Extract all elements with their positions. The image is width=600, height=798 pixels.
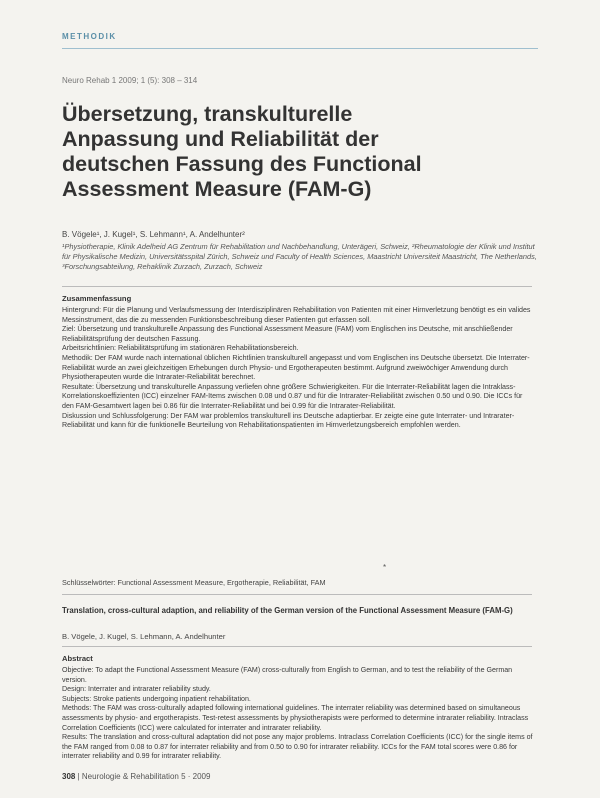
- paragraph: Design: Interrater and intrarater reliability study.: [62, 685, 211, 694]
- paragraph: Hintergrund: Für die Planung und Verlaufsmessung der Interdisziplinären Rehabilitation von Patienten mit einer Hirnverletzung benötigt es ein valides Messinstrument, das die zu messenden Funktionsbeschreibung dieser Patienten gut erfassen soll.: [62, 306, 531, 324]
- footer-journal: Neurologie & Rehabilitation 5 · 2009: [81, 772, 211, 781]
- divider: [62, 286, 532, 287]
- keywords: Schlüsselwörter: Functional Assessment Measure, Ergotherapie, Reliabilität, FAM: [62, 578, 326, 587]
- footer-separator: |: [77, 772, 82, 781]
- header-rule: [62, 48, 538, 49]
- paragraph: Results: The translation and cross-cultural adaptation did not pose any major problems. Intraclass Correlation Coefficients (ICC) for the single items of the FAM ranged from 0.08 to 0.87 for interrater reliability and from 0.50 to 0.90 for intrarater reliability. ICCs for the FAM total scores were 0.86 for interrater reliability and 0.99 for intrarater reliability.: [62, 733, 533, 761]
- abstract-body: [62, 666, 536, 762]
- zusammenfassung-body: [62, 306, 536, 431]
- paragraph: Objective: To adapt the Functional Assessment Measure (FAM) cross-culturally from English to German, and to test the reliability of the German version.: [62, 666, 513, 684]
- affiliations: ¹Physiotherapie, Klinik Adelheid AG Zentrum für Rehabilitation und Nachbehandlung, Unterägeri, Schweiz, ²Rheumatologie der Klinik und Institut für Physikalische Medizin, Universitätsspital Zürich, Schweiz und Faculty of Health Sciences, Maastricht Universiteit Maastricht, The Netherlands, ³Forschungsabteilung, Rehaklinik Zurzach, Zurzach, Schweiz: [62, 242, 537, 272]
- paragraph: Arbeitsrichtlinien: Reliabilitätsprüfung im stationären Rehabilitationsbereich.: [62, 344, 299, 353]
- article-title: Übersetzung, transkulturelle Anpassung und Reliabilität der deutschen Fassung des Functional Assessment Measure (FAM-G): [62, 102, 422, 201]
- paragraph: Ziel: Übersetzung und transkulturelle Anpassung des Functional Assessment Measure (FAM) vom Englischen ins Deutsche, mit anschließender Reliabilitätsprüfung der deutschen Fassung.: [62, 325, 513, 343]
- paragraph: Resultate: Übersetzung und transkulturelle Anpassung verliefen ohne größere Schwierigkeiten. Für die Interrater-Reliabilität lagen die Intraklass-Korrelationskoeffizienten (ICC) einzelner FAM-Items zwischen 0.08 und 0.87 und für die Intrarater-Reliabilität zwischen 0.50 und 0.90. Die ICCs für den FAM-Gesamtwert lagen bei 0.86 für die Interrater-Reliabilität und bei 0.99 für die Intrarater-Reliabilität.: [62, 382, 523, 410]
- zusammenfassung-heading: Zusammenfassung: [62, 294, 132, 303]
- paragraph: Methodik: Der FAM wurde nach international üblichen Richtlinien transkulturell angepasst und vom Englischen ins Deutsche übersetzt. Die Interrater-Reliabilität wurde an zwei gleichzeitigen Erhebungen durch Physio- und Ergotherapeuten bestimmt. Aufgrund zweiwöchiger Anwendung durch Physiotherapeuten wurde die Intrarater-Reliabilität berechnet.: [62, 353, 530, 382]
- abstract-heading: Abstract: [62, 654, 93, 663]
- paragraph: Methods: The FAM was cross-culturally adapted following international guidelines. The interrater reliability was determined based on simultaneous assessments by physio- and ergotherapists. Test-retest assessments by physiotherapists were performed to determine intrarater reliability. Intraclass Correlation Coefficients (ICC) were calculated for interrater and intrarater reliability.: [62, 704, 529, 732]
- section-label: METHODIK: [62, 32, 117, 41]
- english-authors: B. Vögele, J. Kugel, S. Lehmann, A. Andelhunter: [62, 632, 226, 641]
- journal-reference: Neuro Rehab 1 2009; 1 (5): 308 – 314: [62, 76, 198, 85]
- page-footer: [62, 772, 210, 781]
- paragraph: Diskussion und Schlussfolgerung: Der FAM war problemlos transkulturell ins Deutsche adaptierbar. Er zeigte eine gute Interrater- und Intrarater-Reliabilität und kann für die funktionelle Beurteilung von Rehabilitationspatienten im Hirnverletzungsbereich empfohlen werden.: [62, 411, 515, 430]
- authors: B. Vögele¹, J. Kugel¹, S. Lehmann¹, A. Andelhunter²: [62, 230, 245, 239]
- asterisk-mark: *: [383, 563, 387, 572]
- divider: [62, 646, 532, 647]
- page-number: 308: [62, 772, 76, 781]
- paragraph: Subjects: Stroke patients undergoing inpatient rehabilitation.: [62, 694, 251, 703]
- english-title: Translation, cross-cultural adaption, and reliability of the German version of the Functional Assessment Measure (FAM-G): [62, 606, 513, 615]
- divider: [62, 594, 532, 595]
